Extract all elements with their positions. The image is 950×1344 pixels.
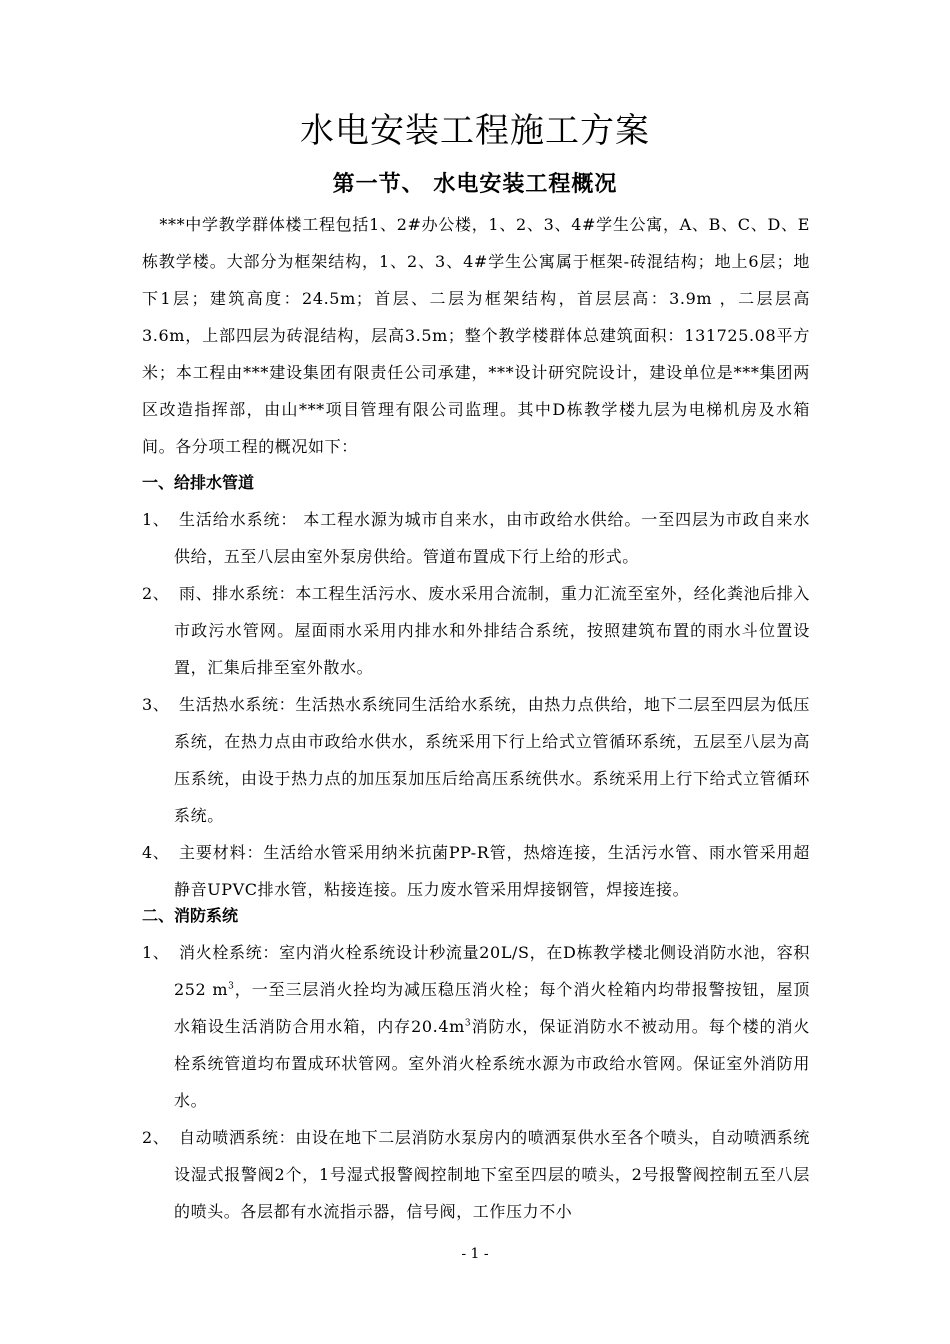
- list-item: [142, 686, 810, 834]
- list-item: [142, 1119, 810, 1230]
- list-item-number: 1、: [142, 510, 170, 529]
- list-item-number: 2、: [142, 584, 170, 603]
- list-item-text: 主要材料：生活给水管采用纳米抗菌PP-R管，热熔连接，生活污水管、雨水管采用超静音UPVC排水管，粘接连接。压力废水管采用焊接钢管，焊接连接。: [174, 843, 810, 899]
- list-item: [142, 575, 810, 686]
- list-item-text: 消火栓系统：室内消火栓系统设计秒流量20L/S，在D栋教学楼北侧设消防水池，容积252 $m^3$，一至三层消火拴均为减压稳压消火栓；每个消火栓箱内均带报警按钮，屋顶水箱设生活消防合用水箱，内存$20.4m^3$消防水，保证消防水不被动用。每个楼的消火栓系统管道均布置成环状管网。室外消火栓系统水源为市政给水管网。保证室外消防用水。: [174, 943, 810, 1110]
- list-item-text: 生活给水系统： 本工程水源为城市自来水，由市政给水供给。一至四层为市政自来水供给，五至八层由室外泵房供给。管道布置成下行上给的形式。: [174, 510, 810, 566]
- list-item-number: 4、: [142, 843, 170, 862]
- list-item-text: 自动喷洒系统：由设在地下二层消防水泵房内的喷洒泵供水至各个喷头，自动喷洒系统设湿式报警阀2个，1号湿式报警阀控制地下室至四层的喷头，2号报警阀控制五至八层的喷头。各层都有水流指示器，信号阀，工作压力不小: [174, 1128, 810, 1221]
- list-item-number: 3、: [142, 695, 170, 714]
- document-title: 水电安装工程施工方案: [300, 111, 650, 151]
- heading-water-supply: 一、给排水管道: [142, 473, 255, 492]
- heading-fire-protection: 二、消防系统: [142, 906, 239, 925]
- list-item-number: 1、: [142, 943, 170, 962]
- intro-text: ***中学教学群体楼工程包括1、2#办公楼，1、2、3、4#学生公寓，A、B、C、D、E栋教学楼。大部分为框架结构，1、2、3、4#学生公寓属于框架-砖混结构；地上6层；地下1层；建筑高度：24.5m；首层、二层为框架结构，首层层高：3.9m ，二层层高3.6m，上部四层为砖混结构，层高3.5m；整个教学楼群体总建筑面积：131725.08平方米；本工程由***建设集团有限责任公司承建，***设计研究院设计，建设单位是***集团两区改造指挥部，由山***项目管理有限公司监理。其中D栋教学楼九层为电梯机房及水箱间。各分项工程的概况如下：: [142, 215, 810, 456]
- page-number: - 1 -: [461, 1246, 489, 1262]
- intro-paragraph: [142, 206, 810, 465]
- list-item-number: 2、: [142, 1128, 170, 1147]
- list-item: [142, 934, 810, 1119]
- list-item-text: 雨、排水系统：本工程生活污水、废水采用合流制，重力汇流至室外，经化粪池后排入市政污水管网。屋面雨水采用内排水和外排结合系统，按照建筑布置的雨水斗位置设置，汇集后排至室外散水。: [174, 584, 810, 677]
- section-title: 第一节、 水电安装工程概况: [332, 172, 618, 197]
- list-item-text: 生活热水系统：生活热水系统同生活给水系统，由热力点供给，地下二层至四层为低压系统，在热力点由市政给水供水，系统采用下行上给式立管循环系统，五层至八层为高压系统，由设于热力点的加压泵加压后给高压系统供水。系统采用上行下给式立管循环系统。: [174, 695, 810, 825]
- list-item: [142, 834, 810, 908]
- list-item: [142, 501, 810, 575]
